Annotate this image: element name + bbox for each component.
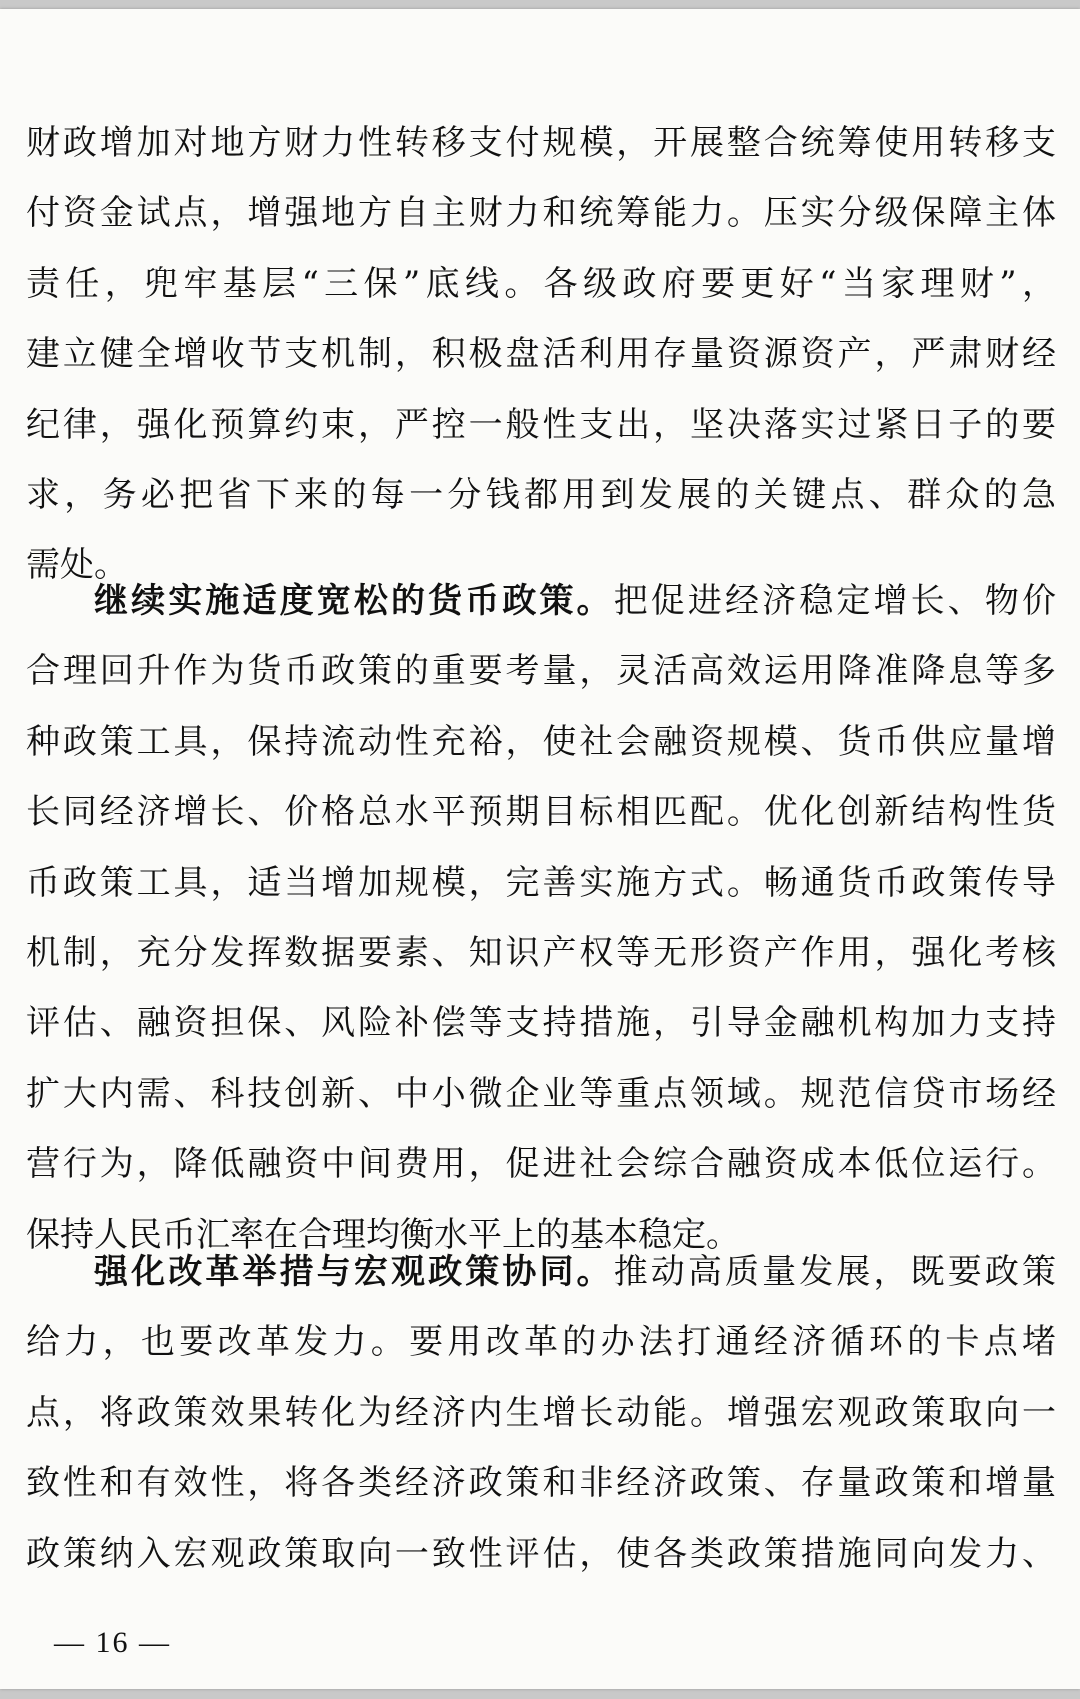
text-span: 推动高质量发展，既要政策 bbox=[613, 1252, 1057, 1292]
text-line: 种政策工具，保持流动性充裕，使社会融资规模、货币供应量增 bbox=[26, 721, 1056, 762]
section-heading: 继续实施适度宽松的货币政策。 bbox=[94, 581, 614, 621]
text-line: 责任，兜牢基层“三保”底线。各级政府要更好“当家理财”， bbox=[26, 263, 1056, 304]
text-line: 合理回升作为货币政策的重要考量，灵活高效运用降准降息等多 bbox=[26, 651, 1056, 692]
text-line: 机制，充分发挥数据要素、知识产权等无形资产作用，强化考核 bbox=[26, 932, 1056, 973]
paragraph-fiscal bbox=[26, 108, 1056, 601]
text-line: 政策纳入宏观政策取向一致性评估，使各类政策措施同向发力、 bbox=[26, 1533, 1056, 1574]
paragraph-monetary-policy bbox=[26, 566, 1056, 1270]
page-number: — 16 — bbox=[54, 1626, 171, 1659]
text-line: 建立健全增收节支机制，积极盘活利用存量资源资产，严肃财经 bbox=[26, 334, 1056, 375]
text-line: 纪律，强化预算约束，严控一般性支出，坚决落实过紧日子的要 bbox=[26, 404, 1056, 445]
text-line bbox=[26, 566, 1056, 636]
text-line: 需处。 bbox=[26, 545, 128, 586]
text-line: 评估、融资担保、风险补偿等支持措施，引导金融机构加力支持 bbox=[26, 1003, 1056, 1044]
text-line bbox=[26, 1237, 1056, 1307]
text-line: 财政增加对地方财力性转移支付规模，开展整合统筹使用转移支 bbox=[26, 123, 1056, 163]
section-heading: 强化改革举措与宏观政策协同。 bbox=[94, 1252, 614, 1292]
paragraph-reform-coordination bbox=[26, 1237, 1056, 1589]
text-line: 付资金试点，增强地方自主财力和统筹能力。压实分级保障主体 bbox=[26, 193, 1056, 234]
text-span: 把促进经济稳定增长、物价 bbox=[613, 581, 1057, 621]
text-line: 求，务必把省下来的每一分钱都用到发展的关键点、群众的急 bbox=[26, 474, 1056, 515]
text-line: 长同经济增长、价格总水平预期目标相匹配。优化创新结构性货 bbox=[26, 792, 1056, 833]
text-line: 给力，也要改革发力。要用改革的办法打通经济循环的卡点堵 bbox=[26, 1322, 1056, 1363]
document-page bbox=[0, 9, 1080, 1689]
text-line: 保持人民币汇率在合理均衡水平上的基本稳定。 bbox=[26, 1214, 740, 1255]
text-line: 致性和有效性，将各类经济政策和非经济政策、存量政策和增量 bbox=[26, 1463, 1056, 1504]
text-line: 币政策工具，适当增加规模，完善实施方式。畅通货币政策传导 bbox=[26, 862, 1056, 903]
text-line: 点，将政策效果转化为经济内生增长动能。增强宏观政策取向一 bbox=[26, 1392, 1056, 1433]
text-line: 扩大内需、科技创新、中小微企业等重点领域。规范信贷市场经 bbox=[26, 1073, 1056, 1114]
text-line: 营行为，降低融资中间费用，促进社会综合融资成本低位运行。 bbox=[26, 1144, 1056, 1185]
